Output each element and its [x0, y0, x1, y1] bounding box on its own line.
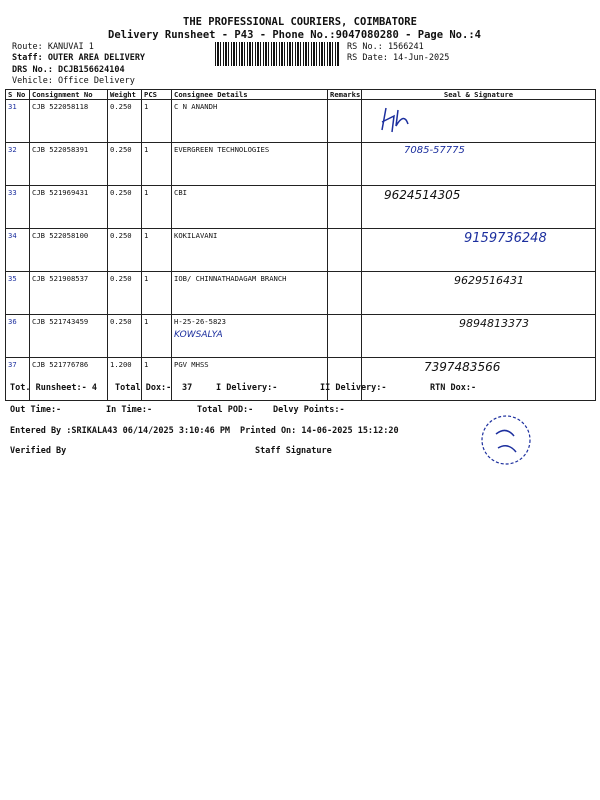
table-row	[6, 143, 596, 186]
vehicle-label: Vehicle: Office Delivery	[12, 76, 135, 86]
row-signature	[362, 315, 596, 358]
col-remarks: Remarks	[328, 90, 362, 100]
out-time: Out Time:-	[10, 405, 62, 415]
runsheet-heading: Delivery Runsheet - P43 - Phone No.:9047080280 - Page No.:4	[108, 29, 481, 41]
handwritten-phone: 9159736248	[464, 231, 547, 246]
row-weight: 0.250	[108, 186, 142, 229]
row-pcs: 1	[142, 272, 172, 315]
verified-by: Verified By	[10, 446, 67, 456]
row-remarks	[328, 272, 362, 315]
printed-on: Printed On: 14-06-2025 15:12:20	[240, 426, 399, 436]
delivery-table	[5, 89, 596, 401]
row-consignee: IOB/ CHINNATHADAGAM BRANCH	[172, 272, 328, 315]
entered-by: Entered By :SRIKALA43 06/14/2025 3:10:46 PM	[10, 426, 231, 436]
row-consignment: CJB 521776786	[30, 358, 108, 401]
row-weight: 0.250	[108, 315, 142, 358]
drs-label: DRS No.: DCJB156624104	[12, 65, 125, 75]
company-title: THE PROFESSIONAL COURIERS, COIMBATORE	[183, 16, 417, 28]
row-consignee: CBI	[172, 186, 328, 229]
row-consignment: CJB 522058100	[30, 229, 108, 272]
row-consignment: CJB 521743459	[30, 315, 108, 358]
rtn-dox: RTN Dox:-	[430, 383, 477, 393]
row-signature	[362, 143, 596, 186]
row-signature	[362, 358, 596, 401]
row-consignment: CJB 522058118	[30, 100, 108, 143]
handwritten-phone: 9894813373	[459, 317, 529, 330]
row-remarks	[328, 100, 362, 143]
delvy-points: Delvy Points:-	[273, 405, 345, 415]
row-sno: 35	[6, 272, 30, 315]
tot-runsheet: Tot. Runsheet:- 4	[10, 383, 97, 393]
row-pcs: 1	[142, 229, 172, 272]
row-signature	[362, 272, 596, 315]
total-dox-label: Total Dox:-	[115, 383, 172, 393]
row-consignee: PGV MHSS	[172, 358, 328, 401]
row-remarks	[328, 315, 362, 358]
table-row	[6, 100, 596, 143]
row-signature	[362, 186, 596, 229]
table-row	[6, 229, 596, 272]
staff-signature: Staff Signature	[255, 446, 332, 456]
barcode-image	[215, 42, 340, 66]
row-consignee	[172, 315, 328, 358]
row-consignment: CJB 521969431	[30, 186, 108, 229]
row-signature	[362, 229, 596, 272]
row-consignment: CJB 521908537	[30, 272, 108, 315]
row-weight: 1.200	[108, 358, 142, 401]
table-row	[6, 358, 596, 401]
handwritten-phone: 9624514305	[384, 188, 461, 202]
row-weight: 0.250	[108, 100, 142, 143]
row-pcs: 1	[142, 186, 172, 229]
i-delivery: I Delivery:-	[216, 383, 278, 393]
handwritten-name: KOWSALYA	[174, 330, 223, 340]
consignee-text: H-25-26-5823	[174, 317, 226, 326]
row-remarks	[328, 229, 362, 272]
col-consignment: Consignment No	[30, 90, 108, 100]
rs-number: RS No.: 1566241	[347, 42, 424, 52]
row-consignee: C N ANANDH	[172, 100, 328, 143]
row-pcs: 1	[142, 315, 172, 358]
handwritten-signature	[364, 102, 464, 138]
col-sno: S No	[6, 90, 30, 100]
handwritten-phone: 7397483566	[424, 360, 501, 374]
row-signature	[362, 100, 596, 143]
row-weight: 0.250	[108, 229, 142, 272]
row-pcs: 1	[142, 143, 172, 186]
col-weight: Weight	[108, 90, 142, 100]
staff-label: Staff: OUTER AREA DELIVERY	[12, 53, 146, 63]
in-time: In Time:-	[106, 405, 153, 415]
row-pcs: 1	[142, 100, 172, 143]
total-dox-value: 37	[182, 383, 193, 393]
ii-delivery: II Delivery:-	[320, 383, 387, 393]
total-pod: Total POD:-	[197, 405, 254, 415]
row-sno: 34	[6, 229, 30, 272]
col-pcs: PCS	[142, 90, 172, 100]
row-weight: 0.250	[108, 143, 142, 186]
handwritten-phone: 7085-57775	[404, 145, 465, 156]
table-row	[6, 272, 596, 315]
route-label: Route: KANUVAI 1	[12, 42, 94, 52]
row-sno: 37	[6, 358, 30, 401]
row-sno: 33	[6, 186, 30, 229]
row-sno: 32	[6, 143, 30, 186]
col-consignee: Consignee Details	[172, 90, 328, 100]
row-remarks	[328, 143, 362, 186]
row-sno: 31	[6, 100, 30, 143]
row-consignment: CJB 522058391	[30, 143, 108, 186]
row-consignee: KOKILAVANI	[172, 229, 328, 272]
table-row	[6, 186, 596, 229]
row-weight: 0.250	[108, 272, 142, 315]
handwritten-phone: 9629516431	[454, 274, 524, 287]
row-consignee: EVERGREEN TECHNOLOGIES	[172, 143, 328, 186]
row-remarks	[328, 186, 362, 229]
office-stamp-icon	[478, 412, 534, 468]
rs-date: RS Date: 14-Jun-2025	[347, 53, 450, 63]
table-header-row	[6, 90, 596, 100]
col-signature: Seal & Signature	[362, 90, 596, 100]
row-pcs: 1	[142, 358, 172, 401]
row-remarks	[328, 358, 362, 401]
row-sno: 36	[6, 315, 30, 358]
table-row	[6, 315, 596, 358]
